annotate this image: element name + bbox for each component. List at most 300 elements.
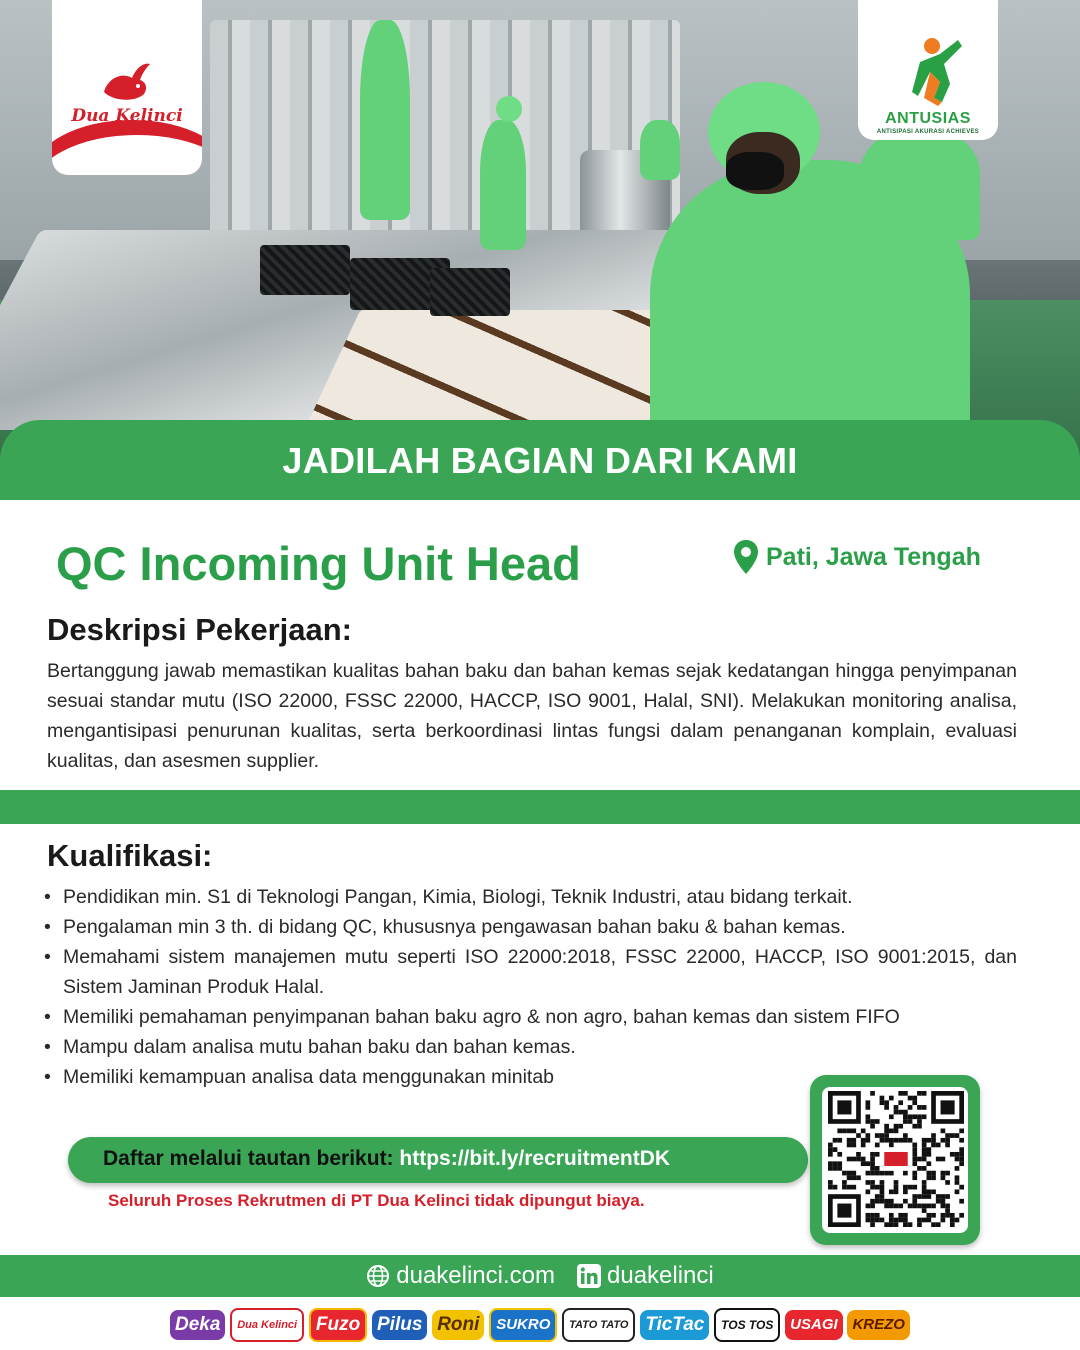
qr-module [866, 1171, 871, 1176]
qr-module [847, 1175, 852, 1180]
qr-module [912, 1124, 917, 1129]
qr-module [926, 1213, 931, 1218]
qr-module [866, 1114, 871, 1119]
qr-module [936, 1194, 941, 1199]
qr-module [856, 1175, 861, 1180]
qr-module [898, 1204, 903, 1209]
qr-module [884, 1199, 889, 1204]
qr-module [926, 1218, 931, 1223]
qr-module [884, 1129, 889, 1134]
qr-module [851, 1157, 856, 1162]
qr-module [870, 1171, 875, 1176]
qr-module [941, 1129, 946, 1134]
brand-logo: Pilus [372, 1310, 427, 1340]
qr-module [866, 1213, 871, 1218]
rabbit-icon [98, 58, 154, 104]
qr-module [912, 1157, 917, 1162]
qr-module [903, 1091, 908, 1096]
qr-module [955, 1133, 960, 1138]
qr-module [851, 1143, 856, 1148]
qr-module [912, 1143, 917, 1148]
tray [430, 268, 510, 316]
qr-module [833, 1147, 838, 1152]
qr-module [894, 1180, 899, 1185]
qr-module [828, 1152, 833, 1157]
qr-module [875, 1152, 880, 1157]
linkedin-icon [577, 1264, 601, 1288]
qr-module [912, 1204, 917, 1209]
qr-module [908, 1138, 913, 1143]
qr-module [945, 1180, 950, 1185]
qr-module [870, 1199, 875, 1204]
qr-module [875, 1133, 880, 1138]
qr-module [866, 1218, 871, 1223]
qr-module [922, 1114, 927, 1119]
qr-module [941, 1199, 946, 1204]
qr-module [912, 1096, 917, 1101]
qr-module [889, 1138, 894, 1143]
qr-module [894, 1189, 899, 1194]
qr-module [917, 1114, 922, 1119]
qr-module [851, 1171, 856, 1176]
qr-module [847, 1171, 852, 1176]
qr-module [941, 1100, 955, 1114]
qr-module [842, 1171, 847, 1176]
qr-module [917, 1222, 922, 1227]
qr-module [941, 1194, 946, 1199]
qr-module [945, 1208, 950, 1213]
qr-module [917, 1119, 922, 1124]
qr-module [866, 1105, 871, 1110]
qr-module [950, 1133, 955, 1138]
qr-module [955, 1175, 960, 1180]
qr-module [926, 1147, 931, 1152]
qr-module [870, 1166, 875, 1171]
qr-module [945, 1143, 950, 1148]
qr-module [889, 1218, 894, 1223]
qr-module [917, 1124, 922, 1129]
qr-module [922, 1143, 927, 1148]
qr-module [912, 1194, 917, 1199]
qr-module [926, 1204, 931, 1209]
qr-module [833, 1166, 838, 1171]
qr-module [950, 1222, 955, 1227]
qr-module [880, 1185, 885, 1190]
qr-module [842, 1180, 847, 1185]
qr-module [917, 1204, 922, 1209]
qr-module [870, 1180, 875, 1185]
qr-module [861, 1157, 866, 1162]
qr-module [837, 1138, 842, 1143]
qr-module [894, 1222, 899, 1227]
linkedin-link[interactable] [577, 1262, 714, 1290]
qr-module [936, 1199, 941, 1204]
qr-module [950, 1152, 955, 1157]
antusias-logo [858, 0, 998, 140]
description-text: Bertanggung jawab memastikan kualitas bahan baku dan bahan kemas sejak kedatangan hingga penyimpanan sesuai standar mutu (ISO 22000, FSSC 22000, HACCP, ISO 9001, Halal, SNI). Melakukan monitoring analisa, mengantisipasi penurunan kualitas, serta berkoordinasi lintas fungsi dalam penanganan komplain, evaluasi kualitas, dan asesmen supplier. [47, 660, 1017, 772]
qr-module [941, 1204, 946, 1209]
qr-module [912, 1114, 917, 1119]
qr-module [941, 1157, 946, 1162]
worker-figure [360, 20, 410, 220]
list-item: • Memahami sistem manajemen mutu seperti ISO 22000:2018, FSSC 22000, HACCP, ISO 9001:2015, dan Sistem Jaminan Produk Halal. [42, 942, 1017, 1002]
qr-module [889, 1213, 894, 1218]
qr-module [894, 1204, 899, 1209]
qr-module [884, 1222, 889, 1227]
qr-module [898, 1124, 903, 1129]
qr-module [959, 1147, 964, 1152]
qr-module [870, 1185, 875, 1190]
qr-module [959, 1157, 964, 1162]
registration-label: Daftar melalui tautan berikut: [103, 1147, 394, 1170]
qr-module [945, 1204, 950, 1209]
qr-module [875, 1194, 880, 1199]
qr-module [922, 1157, 927, 1162]
qr-module [880, 1100, 885, 1105]
linkedin-text: duakelinci [607, 1262, 714, 1289]
qr-module [959, 1152, 964, 1157]
qr-module [922, 1152, 927, 1157]
brand-logo: TOS TOS [714, 1308, 780, 1342]
qr-module [903, 1218, 908, 1223]
qr-module [828, 1161, 833, 1166]
location-pin-icon [734, 540, 758, 574]
qr-module [861, 1138, 866, 1143]
qr-module [847, 1138, 852, 1143]
qr-module [828, 1166, 833, 1171]
qr-module [870, 1157, 875, 1162]
list-item: • Pendidikan min. S1 di Teknologi Pangan, Kimia, Biologi, Teknik Industri, atau bidang terkait. [42, 882, 1017, 912]
qr-module [837, 1204, 851, 1218]
qr-module [903, 1199, 908, 1204]
qr-module [955, 1180, 960, 1185]
qr-module [833, 1161, 838, 1166]
qr-module [903, 1222, 908, 1227]
list-item: • Memiliki pemahaman penyimpanan bahan baku agro & non agro, bahan kemas dan sistem FIFO [42, 1002, 1017, 1032]
qr-module [931, 1189, 936, 1194]
qr-module [851, 1175, 856, 1180]
brand-logo: Deka [170, 1310, 225, 1340]
qr-code[interactable] [828, 1091, 964, 1227]
qr-module [866, 1133, 871, 1138]
registration-link[interactable]: https://bit.ly/recruitmentDK [399, 1147, 671, 1170]
qr-module [889, 1222, 894, 1227]
qr-module [931, 1138, 936, 1143]
qr-module [955, 1152, 960, 1157]
qr-module [851, 1129, 856, 1134]
recruitment-disclaimer: Seluruh Proses Rekrutmen di PT Dua Kelinci tidak dipungut biaya. [108, 1191, 645, 1210]
qr-module [884, 1133, 889, 1138]
qr-module [908, 1185, 913, 1190]
globe-icon [366, 1264, 390, 1288]
qr-module [898, 1138, 903, 1143]
location-text: Pati, Jawa Tengah [766, 542, 981, 571]
banner-heading: JADILAH BAGIAN DARI KAMI [282, 440, 798, 481]
qr-module [898, 1091, 903, 1096]
worker-head [496, 96, 522, 122]
qr-module [861, 1129, 866, 1134]
qr-module [912, 1199, 917, 1204]
list-item: • Mampu dalam analisa mutu bahan baku dan bahan kemas. [42, 1032, 762, 1062]
worker-figure [480, 120, 526, 250]
qr-module [861, 1143, 866, 1148]
antusias-wordmark: ANTUSIAS [885, 110, 971, 127]
qr-module [875, 1166, 880, 1171]
qr-module [870, 1204, 875, 1209]
qr-module [936, 1157, 941, 1162]
qr-module [889, 1189, 894, 1194]
qr-module [894, 1218, 899, 1223]
qr-module [851, 1138, 856, 1143]
qr-module [908, 1114, 913, 1119]
qr-module [884, 1100, 889, 1105]
qr-module [903, 1213, 908, 1218]
qr-module [889, 1199, 894, 1204]
qr-module [903, 1171, 908, 1176]
qr-module [912, 1185, 917, 1190]
qr-module [955, 1189, 960, 1194]
qr-module [931, 1171, 936, 1176]
qr-module [875, 1218, 880, 1223]
qr-module [936, 1222, 941, 1227]
qr-module [959, 1129, 964, 1134]
qr-module [884, 1204, 889, 1209]
qr-module [866, 1138, 871, 1143]
qr-module [912, 1100, 917, 1105]
qr-module [875, 1199, 880, 1204]
qr-module [945, 1133, 950, 1138]
qr-module [847, 1143, 852, 1148]
qr-module [917, 1218, 922, 1223]
qr-module [941, 1213, 946, 1218]
qr-module [833, 1138, 838, 1143]
qr-module [945, 1171, 950, 1176]
list-item: • Memiliki kemampuan analisa data menggunakan minitab [42, 1062, 762, 1092]
brand-logo: Dua Kelinci [230, 1308, 304, 1342]
qr-module [908, 1222, 913, 1227]
qr-module [898, 1213, 903, 1218]
qr-module [870, 1222, 875, 1227]
qr-module [884, 1171, 889, 1176]
description-heading: Deskripsi Pekerjaan: [47, 612, 353, 647]
qr-module [856, 1133, 861, 1138]
qr-module [917, 1157, 922, 1162]
qr-module [837, 1152, 842, 1157]
qr-module [870, 1091, 875, 1096]
qr-module [870, 1124, 875, 1129]
brand-logo: USAGI [785, 1310, 843, 1340]
qr-module [926, 1138, 931, 1143]
qr-module [955, 1166, 960, 1171]
qr-module [894, 1138, 899, 1143]
qr-module [931, 1204, 936, 1209]
qr-module [847, 1129, 852, 1134]
qr-module [889, 1096, 894, 1101]
qr-module [842, 1185, 847, 1190]
qr-module [931, 1143, 936, 1148]
qr-module [842, 1129, 847, 1134]
brand-logo: TicTac [640, 1310, 709, 1340]
qr-module [931, 1222, 936, 1227]
qr-module [880, 1138, 885, 1143]
qr-module [941, 1138, 946, 1143]
qr-module [847, 1185, 852, 1190]
qr-module [828, 1143, 833, 1148]
qr-module [959, 1185, 964, 1190]
worker-figure [640, 120, 680, 180]
face-mask [726, 152, 784, 190]
qr-module [912, 1147, 917, 1152]
qr-module [926, 1171, 931, 1176]
qr-module [866, 1204, 871, 1209]
qr-module [922, 1166, 927, 1171]
qr-module [861, 1161, 866, 1166]
qr-module [880, 1218, 885, 1223]
qr-module [917, 1105, 922, 1110]
qr-module [875, 1119, 880, 1124]
qr-module [870, 1218, 875, 1223]
qr-module [922, 1138, 927, 1143]
job-title: QC Incoming Unit Head [56, 537, 581, 590]
antusias-tagline: ANTISIPASI AKURASI ACHIEVES [876, 129, 980, 135]
qr-module [875, 1213, 880, 1218]
qr-module [837, 1166, 842, 1171]
qr-module [945, 1138, 950, 1143]
qr-module [880, 1194, 885, 1199]
qr-module [922, 1218, 927, 1223]
qr-module [866, 1119, 871, 1124]
qr-module [828, 1180, 833, 1185]
qr-module [898, 1218, 903, 1223]
worker-figure [860, 130, 980, 240]
qr-module [941, 1171, 946, 1176]
qr-module [912, 1171, 917, 1176]
qr-module [931, 1213, 936, 1218]
qr-module [912, 1175, 917, 1180]
list-item: • Pengalaman min 3 th. di bidang QC, khususnya pengawasan bahan baku & bahan kemas. [42, 912, 1017, 942]
qr-module [889, 1143, 894, 1148]
qr-module [917, 1091, 922, 1096]
qr-module [903, 1114, 908, 1119]
qr-module [866, 1161, 871, 1166]
qr-module [880, 1096, 885, 1101]
qr-module [950, 1213, 955, 1218]
qr-module [926, 1194, 931, 1199]
qr-module [884, 1152, 907, 1166]
qr-module [894, 1105, 899, 1110]
qr-module [870, 1152, 875, 1157]
qr-module [908, 1204, 913, 1209]
registration-line [103, 1147, 670, 1171]
brand-logo: Fuzo [309, 1308, 367, 1342]
qr-module [889, 1204, 894, 1209]
qr-module [894, 1185, 899, 1190]
qr-module [955, 1218, 960, 1223]
qr-module [936, 1143, 941, 1148]
qr-module [880, 1199, 885, 1204]
qr-module [884, 1105, 889, 1110]
qr-module [889, 1171, 894, 1176]
qr-module [959, 1213, 964, 1218]
qr-module [912, 1161, 917, 1166]
qr-module [941, 1218, 946, 1223]
qr-module [898, 1100, 903, 1105]
qr-module [922, 1147, 927, 1152]
qr-module [828, 1147, 833, 1152]
qr-module [866, 1100, 871, 1105]
runner-icon [910, 36, 970, 106]
brand-logo: KREZO [847, 1310, 910, 1340]
qr-module [875, 1143, 880, 1148]
qr-module [926, 1152, 931, 1157]
tray [260, 245, 350, 295]
qr-module [884, 1138, 889, 1143]
qr-module [894, 1124, 899, 1129]
brand-logo: Roni [432, 1310, 484, 1340]
qr-module [945, 1194, 950, 1199]
qr-module [922, 1194, 927, 1199]
brand-logos [170, 1306, 910, 1344]
qr-module [851, 1185, 856, 1190]
website-link[interactable] [366, 1262, 555, 1290]
qr-module [866, 1189, 871, 1194]
qr-module [847, 1157, 852, 1162]
qr-module [922, 1189, 927, 1194]
qr-module [837, 1100, 851, 1114]
qr-module [828, 1185, 833, 1190]
website-text: duakelinci.com [396, 1262, 555, 1289]
qr-module [833, 1185, 838, 1190]
qr-module [955, 1157, 960, 1162]
dua-kelinci-logo [52, 0, 202, 175]
qr-module [837, 1161, 842, 1166]
qr-module [884, 1124, 889, 1129]
qr-module [880, 1189, 885, 1194]
qr-module [959, 1161, 964, 1166]
section-divider [0, 790, 1080, 824]
qr-module [931, 1133, 936, 1138]
qr-module [903, 1189, 908, 1194]
qualifications-list [42, 882, 1017, 1092]
qr-module [889, 1114, 894, 1119]
qr-module [912, 1152, 917, 1157]
qr-module [894, 1110, 899, 1115]
qr-module [926, 1161, 931, 1166]
footer-contacts [0, 1262, 1080, 1290]
qr-module [922, 1180, 927, 1185]
qr-module [866, 1180, 871, 1185]
qualifications-heading: Kualifikasi: [47, 838, 213, 873]
dua-kelinci-wordmark: Dua Kelinci [71, 106, 183, 126]
qr-module [856, 1157, 861, 1162]
brand-logo: SUKRO [489, 1308, 557, 1342]
qr-module [926, 1175, 931, 1180]
qr-module [880, 1180, 885, 1185]
qr-module [903, 1185, 908, 1190]
qr-module [908, 1119, 913, 1124]
qr-module [903, 1110, 908, 1115]
qr-module [908, 1105, 913, 1110]
qr-module [922, 1105, 927, 1110]
qr-module [870, 1213, 875, 1218]
job-location [734, 540, 981, 574]
qr-module [875, 1185, 880, 1190]
qr-module [889, 1129, 894, 1134]
qr-module [926, 1189, 931, 1194]
qr-module [922, 1185, 927, 1190]
qr-module [917, 1194, 922, 1199]
qr-module [941, 1175, 946, 1180]
